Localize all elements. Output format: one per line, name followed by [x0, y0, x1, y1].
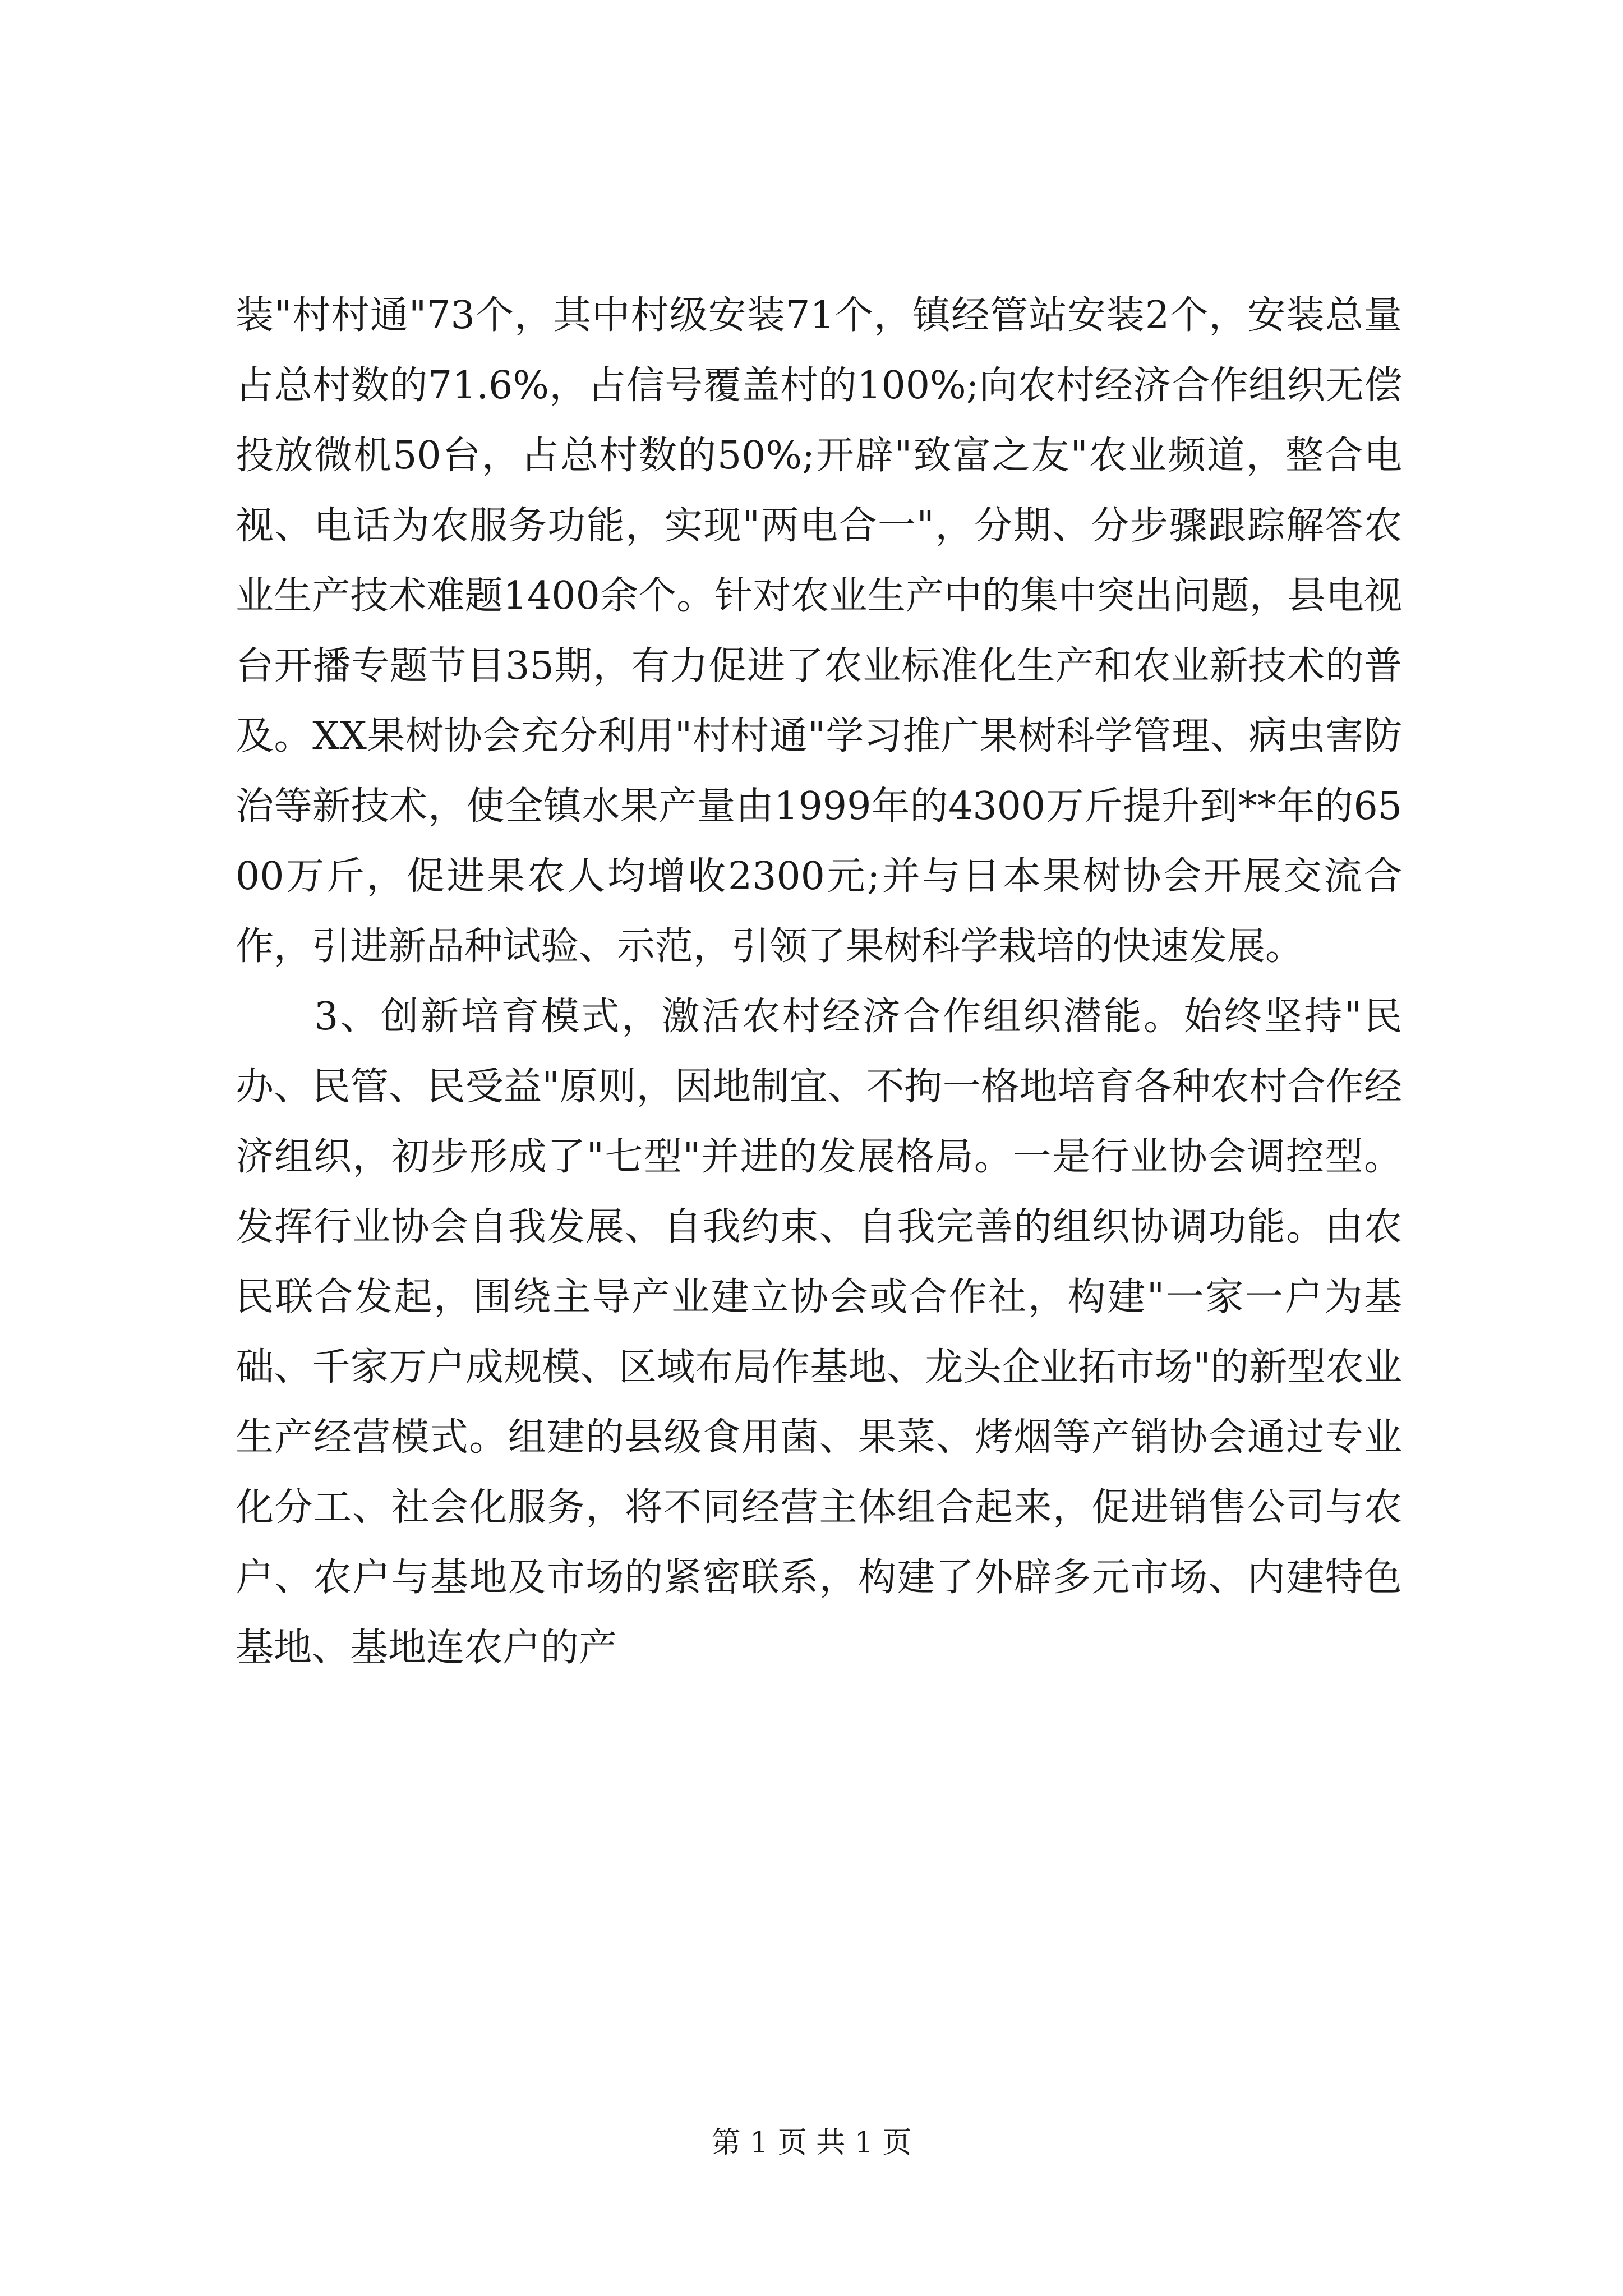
paragraph-1: 装"村村通"73个，其中村级安装71个，镇经管站安装2个，安装总量占总村数的71.6%，占信号覆盖村的100%;向农村经济合作组织无偿投放微机50台，占总村数的50%;开辟"致富之友"农业频道，整合电视、电话为农服务功能，实现"两电合一"，分期、分步骤跟踪解答农业生产技术难题1400余个。针对农业生产中的集中突出问题，县电视台开播专题节目35期，有力促进了农业标准化生产和农业新技术的普及。XX果树协会充分利用"村村通"学习推广果树科学管理、病虫害防治等新技术，使全镇水果产量由1999年的4300万斤提升到**年的6500万斤，促进果农人均增收2300元;并与日本果树协会开展交流合作，引进新品种试验、示范，引领了果树科学栽培的快速发展。	[236, 293, 1402, 969]
paragraph-2: 3、创新培育模式，激活农村经济合作组织潜能。始终坚持"民办、民管、民受益"原则，因地制宜、不拘一格地培育各种农村合作经济组织，初步形成了"七型"并进的发展格局。一是行业协会调控型。发挥行业协会自我发展、自我约束、自我完善的组织协调功能。由农民联合发起，围绕主导产业建立协会或合作社，构建"一家一户为基础、千家万户成规模、区域布局作基地、龙头企业拓市场"的新型农业生产经营模式。组建的县级食用菌、果菜、烤烟等产销协会通过专业化分工、社会化服务，将不同经营主体组合起来，促进销售公司与农户、农户与基地及市场的紧密联系，构建了外辟多元市场、内建特色基地、基地连农户的产	[236, 995, 1402, 1670]
page-footer: 第 1 页 共 1 页	[711, 2126, 912, 2160]
document-body	[236, 280, 1402, 1683]
